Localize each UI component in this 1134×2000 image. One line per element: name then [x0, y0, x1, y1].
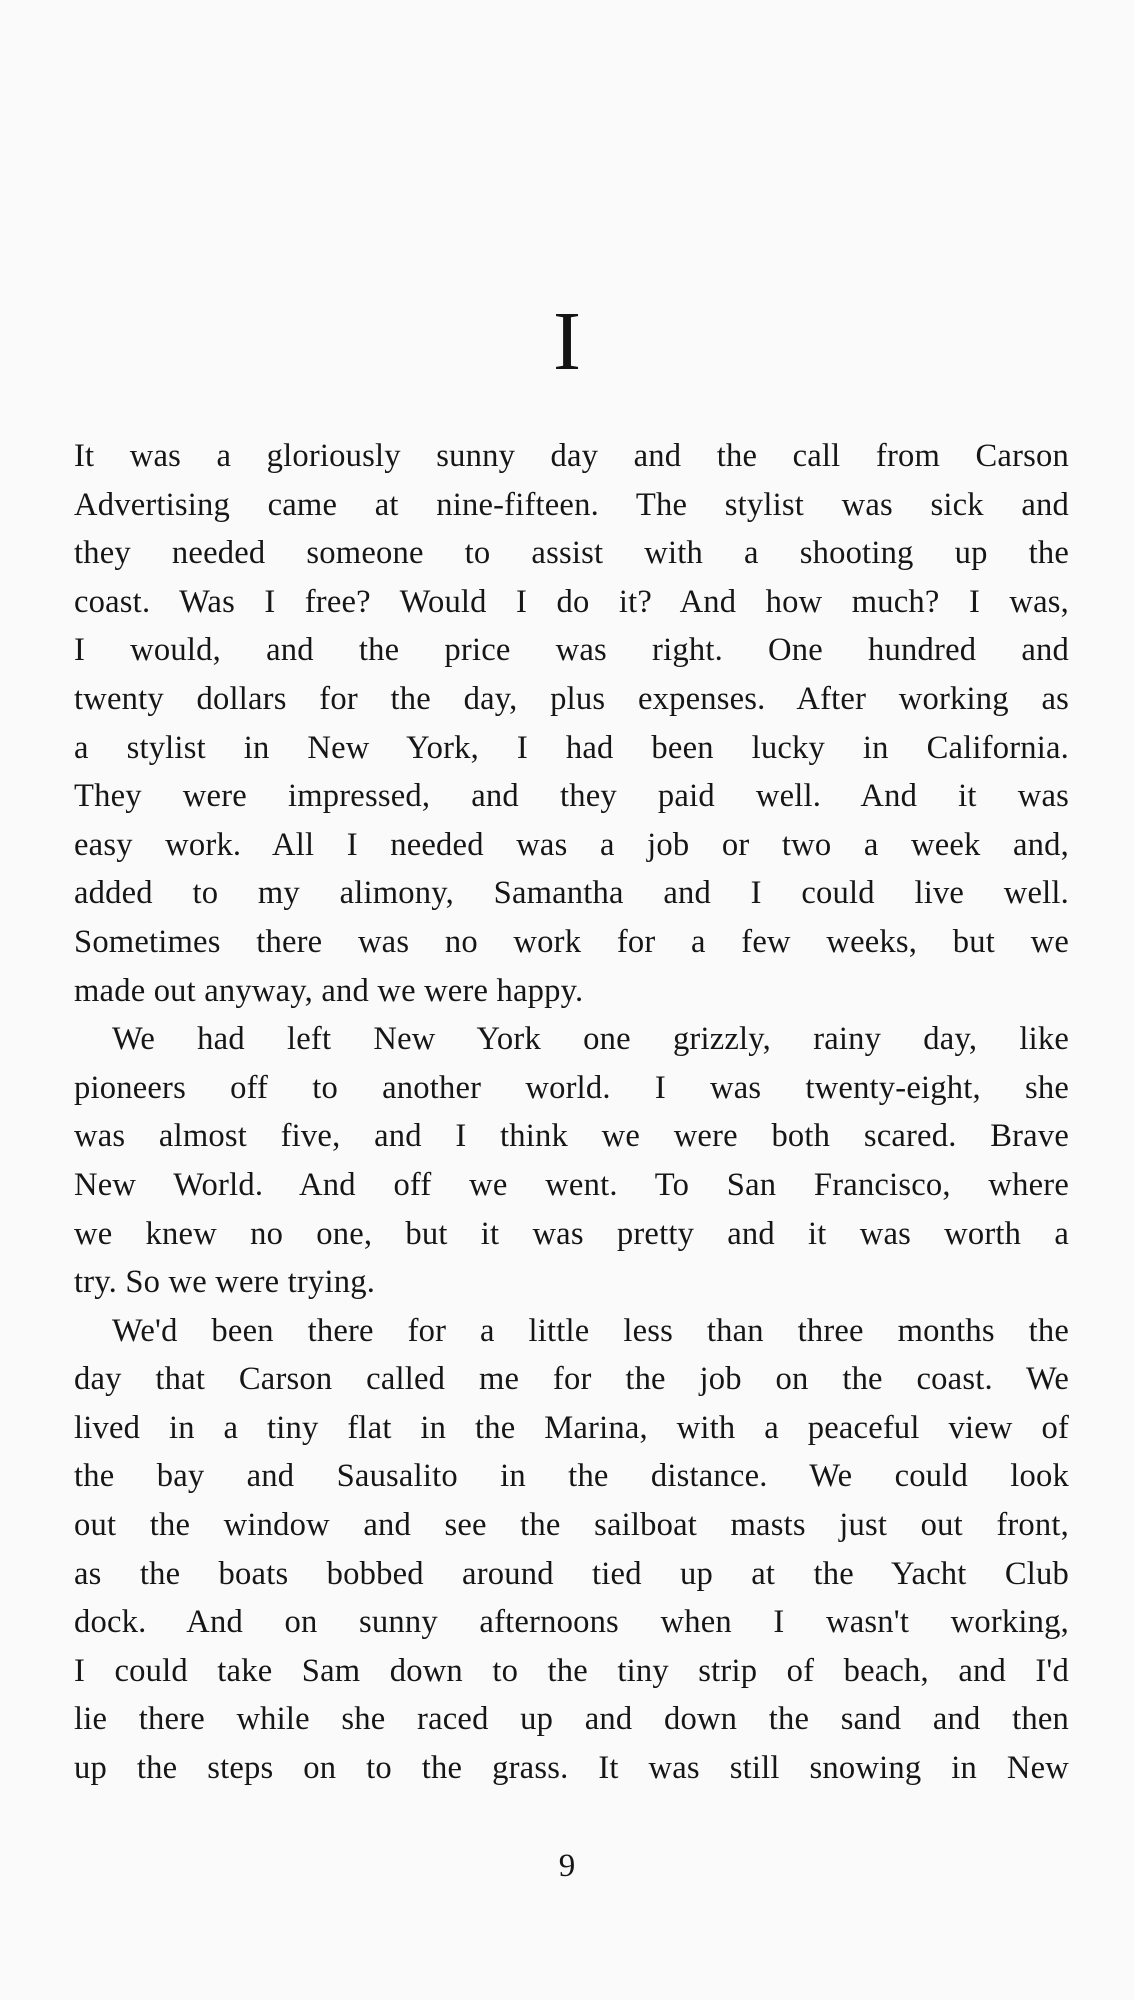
text-line: try. So we were trying. — [74, 1264, 376, 1301]
paragraph-2 — [74, 1015, 1069, 1307]
text-line: added to my alimony, Samantha and I could live well. — [74, 875, 1069, 912]
chapter-text — [74, 432, 1069, 1793]
text-line: It was a gloriously sunny day and the call from Carson — [74, 438, 1069, 474]
text-line: They were impressed, and they paid well. And it was — [74, 778, 1069, 815]
text-line: the bay and Sausalito in the distance. We could look — [74, 1458, 1069, 1495]
chapter-number: I — [553, 295, 581, 388]
text-line: lie there while she raced up and down the sand and then — [74, 1701, 1069, 1738]
paragraph-1 — [74, 432, 1069, 1015]
text-line: they needed someone to assist with a shooting up the — [74, 535, 1069, 572]
text-line: pioneers off to another world. I was twenty-eight, she — [74, 1069, 1069, 1106]
text-line: We'd been there for a little less than three months the — [112, 1312, 1069, 1349]
text-line: lived in a tiny flat in the Marina, with a peaceful view of — [74, 1409, 1069, 1446]
text-line: We had left New York one grizzly, rainy day, like — [112, 1021, 1069, 1058]
text-line: Sometimes there was no work for a few weeks, but we — [74, 923, 1069, 960]
text-line: dock. And on sunny afternoons when I wasn't working, — [74, 1604, 1069, 1641]
text-line: New World. And off we went. To San Francisco, where — [74, 1166, 1069, 1203]
text-line: up the steps on to the grass. It was still snowing in New — [74, 1750, 1069, 1787]
text-line: coast. Was I free? Would I do it? And how much? I was, — [74, 583, 1069, 620]
text-line: twenty dollars for the day, plus expenses. After working as — [74, 680, 1069, 717]
text-line: I would, and the price was right. One hundred and — [74, 632, 1069, 669]
page-number: 9 — [558, 1848, 576, 1884]
text-line: as the boats bobbed around tied up at the Yacht Club — [74, 1555, 1069, 1592]
text-line: we knew no one, but it was pretty and it was worth a — [74, 1215, 1069, 1252]
text-line: day that Carson called me for the job on the coast. We — [74, 1361, 1069, 1398]
text-line: a stylist in New York, I had been lucky in California. — [74, 729, 1069, 766]
text-line: made out anyway, and we were happy. — [74, 972, 584, 1009]
text-line: I could take Sam down to the tiny strip of beach, and I'd — [74, 1652, 1069, 1689]
text-line: was almost five, and I think we were both scared. Brave — [74, 1118, 1069, 1155]
text-line: Advertising came at nine-fifteen. The stylist was sick and — [74, 486, 1069, 523]
text-line: out the window and see the sailboat masts just out front, — [74, 1507, 1069, 1544]
paragraph-3 — [74, 1307, 1069, 1793]
text-line: easy work. All I needed was a job or two a week and, — [74, 826, 1069, 863]
